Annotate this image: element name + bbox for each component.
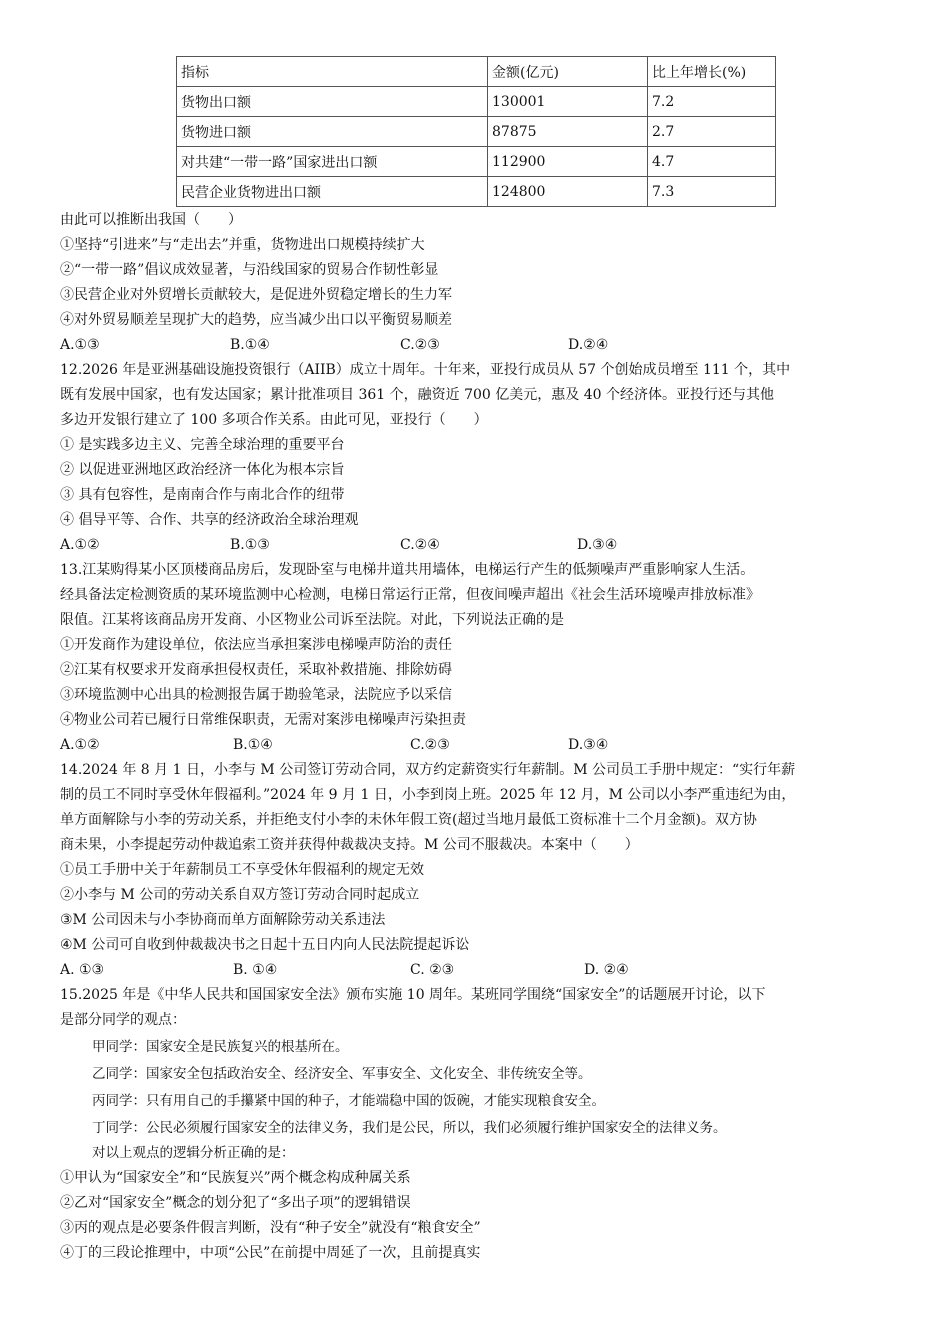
- q14-stem-line: 14.2024 年 8 月 1 日，小李与 M 公司签订劳动合同，双方约定薪资实行年薪制。M 公司员工手册中规定：“实行年薪: [60, 762, 796, 778]
- option-b[interactable]: B.①③: [230, 537, 270, 553]
- option-a[interactable]: A. ①③: [60, 962, 105, 978]
- q13-stem-line: 经具备法定检测资质的某环境监测中心检测，电梯日常运行正常，但夜间噪声超出《社会生活环境噪声排放标准》: [60, 587, 760, 603]
- trade-data-table: [176, 56, 776, 207]
- table-row: [177, 117, 776, 147]
- table-cell: 7.2: [648, 87, 776, 117]
- q12-stem-line: 既有发展中国家，也有发达国家；累计批准项目 361 个，融资近 700 亿美元，惠及 40 个经济体。亚投行还与其他: [60, 387, 774, 403]
- q11-statement: ①坚持“引进来”与“走出去”并重，货物进出口规模持续扩大: [60, 237, 425, 253]
- q12-statement: ① 是实践多边主义、完善全球治理的重要平台: [60, 437, 345, 453]
- q13-statement: ①开发商作为建设单位，依法应当承担案涉电梯噪声防治的责任: [60, 637, 452, 653]
- table-cell: 112900: [488, 147, 648, 177]
- option-b[interactable]: B.①④: [233, 737, 273, 753]
- table-cell: 民营企业货物进出口额: [177, 177, 488, 207]
- table-row: [177, 177, 776, 207]
- q15-statement: ③丙的观点是必要条件假言判断，没有“种子安全”就没有“粮食安全”: [60, 1220, 481, 1236]
- q13-stem-line: 13.江某购得某小区顶楼商品房后，发现卧室与电梯井道共用墙体，电梯运行产生的低频噪声严重影响家人生活。: [60, 562, 755, 578]
- q12-stem-line: 12.2026 年是亚洲基础设施投资银行（AIIB）成立十周年。十年来，亚投行成员从 57 个创始成员增至 111 个，其中: [60, 362, 791, 378]
- q15-quote: 丙同学：只有用自己的手攥紧中国的种子，才能端稳中国的饭碗，才能实现粮食安全。: [92, 1093, 605, 1109]
- q12-statement: ② 以促进亚洲地区政治经济一体化为根本宗旨: [60, 462, 345, 478]
- q15-stem-line: 是部分同学的观点：: [60, 1012, 186, 1028]
- q13-statement: ③环境监测中心出具的检测报告属于勘验笔录，法院应予以采信: [60, 687, 452, 703]
- q14-statement: ②小李与 M 公司的劳动关系自双方签订劳动合同时起成立: [60, 887, 420, 903]
- q15-statement: ①甲认为“国家安全”和“民族复兴”两个概念构成种属关系: [60, 1170, 411, 1186]
- q11-stem: 由此可以推断出我国（ ）: [60, 212, 242, 228]
- q13-stem-line: 限值。江某将该商品房开发商、小区物业公司诉至法院。对此，下列说法正确的是: [60, 612, 564, 628]
- q11-statement: ③民营企业对外贸增长贡献较大，是促进外贸稳定增长的生力军: [60, 287, 452, 303]
- q14-statement: ④M 公司可自收到仲裁裁决书之日起十五日内向人民法院提起诉讼: [60, 937, 470, 953]
- option-a[interactable]: A.①③: [60, 337, 100, 353]
- q14-stem-line: 商未果，小李提起劳动仲裁追索工资并获得仲裁裁决支持。M 公司不服裁决。本案中（ ）: [60, 837, 639, 853]
- option-b[interactable]: B.①④: [230, 337, 270, 353]
- table-cell: 124800: [488, 177, 648, 207]
- q13-statement: ④物业公司若已履行日常维保职责，无需对案涉电梯噪声污染担责: [60, 712, 466, 728]
- option-c[interactable]: C. ②③: [410, 962, 455, 978]
- q15-quote: 甲同学：国家安全是民族复兴的根基所在。: [92, 1039, 349, 1055]
- table-cell: 货物进口额: [177, 117, 488, 147]
- option-d[interactable]: D.②④: [568, 337, 609, 353]
- table-cell: 87875: [488, 117, 648, 147]
- q14-statement: ③M 公司因未与小李协商而单方面解除劳动关系违法: [60, 912, 386, 928]
- option-d[interactable]: D.③④: [568, 737, 609, 753]
- table-header: 比上年增长(%): [648, 57, 776, 87]
- q15-quote: 丁同学：公民必须履行国家安全的法律义务，我们是公民，所以，我们必须履行维护国家安全的法律义务。: [92, 1120, 727, 1136]
- table-header: 金额(亿元): [488, 57, 648, 87]
- option-d[interactable]: D. ②④: [584, 962, 629, 978]
- q13-statement: ②江某有权要求开发商承担侵权责任，采取补救措施、排除妨碍: [60, 662, 452, 678]
- table-cell: 4.7: [648, 147, 776, 177]
- q15-statement: ②乙对“国家安全”概念的划分犯了“多出子项”的逻辑错误: [60, 1195, 411, 1211]
- option-c[interactable]: C.②④: [400, 537, 440, 553]
- table-cell: 7.3: [648, 177, 776, 207]
- q12-stem-line: 多边开发银行建立了 100 多项合作关系。由此可见，亚投行（ ）: [60, 412, 488, 428]
- option-a[interactable]: A.①②: [60, 737, 100, 753]
- q14-statement: ①员工手册中关于年薪制员工不享受休年假福利的规定无效: [60, 862, 424, 878]
- q15-quote: 乙同学：国家安全包括政治安全、经济安全、军事安全、文化安全、非传统安全等。: [92, 1066, 592, 1082]
- table-cell: 对共建“一带一路”国家进出口额: [177, 147, 488, 177]
- q15-stem-line: 15.2025 年是《中华人民共和国国家安全法》颁布实施 10 周年。某班同学围绕“国家安全”的话题展开讨论，以下: [60, 987, 766, 1003]
- option-d[interactable]: D.③④: [577, 537, 618, 553]
- option-c[interactable]: C.②③: [400, 337, 440, 353]
- table-cell: 2.7: [648, 117, 776, 147]
- table-cell: 130001: [488, 87, 648, 117]
- option-a[interactable]: A.①②: [60, 537, 100, 553]
- option-b[interactable]: B. ①④: [233, 962, 278, 978]
- table-row: [177, 147, 776, 177]
- table-header: 指标: [177, 57, 488, 87]
- table-cell: 货物出口额: [177, 87, 488, 117]
- q11-statement: ②“一带一路”倡议成效显著，与沿线国家的贸易合作韧性彰显: [60, 262, 439, 278]
- table-header-row: [177, 57, 776, 87]
- q15-prompt: 对以上观点的逻辑分析正确的是：: [92, 1145, 295, 1161]
- q14-stem-line: 单方面解除与小李的劳动关系，并拒绝支付小李的未休年假工资(超过当地月最低工资标准十二个月金额)。双方协: [60, 812, 757, 828]
- q12-statement: ④ 倡导平等、合作、共享的经济政治全球治理观: [60, 512, 359, 528]
- q14-stem-line: 制的员工不同时享受休年假福利。”2024 年 9 月 1 日，小李到岗上班。2025 年 12 月，M 公司以小李严重违纪为由，: [60, 787, 796, 803]
- table-row: [177, 87, 776, 117]
- q12-statement: ③ 具有包容性，是南南合作与南北合作的纽带: [60, 487, 345, 503]
- q11-statement: ④对外贸易顺差呈现扩大的趋势，应当减少出口以平衡贸易顺差: [60, 312, 452, 328]
- option-c[interactable]: C.②③: [410, 737, 450, 753]
- q15-statement: ④丁的三段论推理中，中项“公民”在前提中周延了一次，且前提真实: [60, 1245, 481, 1261]
